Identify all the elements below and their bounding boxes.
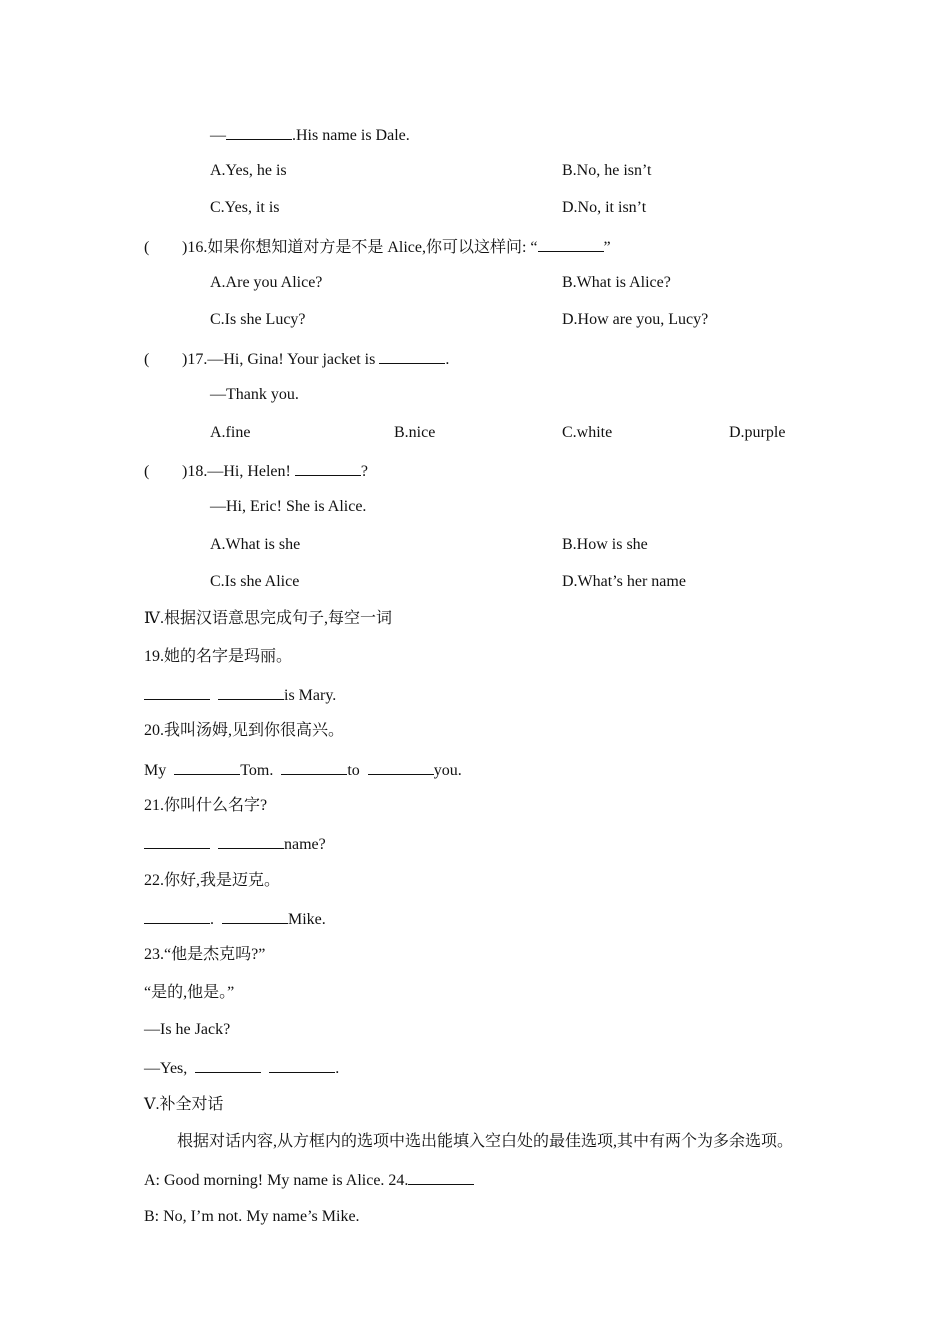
- q21-answer-line: name?: [144, 833, 326, 855]
- section-5-instruction: 根据对话内容,从方框内的选项中选出能填入空白处的最佳选项,其中有两个为多余选项。: [177, 1133, 794, 1150]
- q16-option-a: A.Are you Alice?: [210, 274, 323, 291]
- q18-option-a: A.What is she: [210, 536, 301, 553]
- q15-option-d: D.No, it isn’t: [562, 199, 647, 216]
- q16-option-d: D.How are you, Lucy?: [562, 311, 709, 328]
- q17-option-d: D.purple: [729, 424, 786, 441]
- q22-answer-line: . Mike.: [144, 908, 326, 930]
- answer-blank[interactable]: [195, 1057, 261, 1073]
- answer-blank[interactable]: [281, 759, 347, 775]
- q19-chinese: 19.她的名字是玛丽。: [144, 648, 293, 665]
- answer-blank[interactable]: [174, 759, 240, 775]
- q16-option-b: B.What is Alice?: [562, 274, 671, 291]
- q23-english-question: —Is he Jack?: [144, 1021, 231, 1038]
- q17-option-a: A.fine: [210, 424, 251, 441]
- q21-chinese: 21.你叫什么名字?: [144, 797, 268, 814]
- q15-option-c: C.Yes, it is: [210, 199, 280, 216]
- answer-blank[interactable]: [218, 684, 284, 700]
- q20-answer-line: My Tom. to you.: [144, 759, 462, 781]
- answer-blank[interactable]: [269, 1057, 335, 1073]
- q18-option-d: D.What’s her name: [562, 573, 686, 590]
- answer-blank[interactable]: [222, 908, 288, 924]
- answer-blank[interactable]: [368, 759, 434, 775]
- dialogue-line-a: A: Good morning! My name is Alice. 24.: [144, 1169, 474, 1191]
- answer-blank[interactable]: [379, 348, 445, 364]
- q18-option-c: C.Is she Alice: [210, 573, 300, 590]
- answer-blank[interactable]: [144, 833, 210, 849]
- answer-blank[interactable]: [408, 1169, 474, 1185]
- answer-blank[interactable]: [218, 833, 284, 849]
- q16-stem: ( )16.如果你想知道对方是不是 Alice,你可以这样问: “ ”: [144, 236, 611, 258]
- q18-stem: ( )18.—Hi, Helen! ?: [144, 460, 368, 482]
- answer-blank[interactable]: [295, 460, 361, 476]
- section-4-title: Ⅳ.根据汉语意思完成句子,每空一词: [144, 610, 392, 627]
- q17-option-b: B.nice: [394, 424, 436, 441]
- q17-reply: —Thank you.: [210, 386, 299, 403]
- answer-blank[interactable]: [144, 908, 210, 924]
- answer-blank[interactable]: [226, 124, 292, 140]
- q15-option-a: A.Yes, he is: [210, 162, 287, 179]
- q17-option-c: C.white: [562, 424, 613, 441]
- q23-chinese-question: 23.“他是杰克吗?”: [144, 946, 266, 963]
- q22-chinese: 22.你好,我是迈克。: [144, 872, 281, 889]
- answer-blank[interactable]: [144, 684, 210, 700]
- q17-stem: ( )17.—Hi, Gina! Your jacket is .: [144, 348, 449, 370]
- q19-answer-line: is Mary.: [144, 684, 336, 706]
- q23-answer-line: —Yes, .: [144, 1057, 339, 1079]
- q20-chinese: 20.我叫汤姆,见到你很高兴。: [144, 722, 345, 739]
- section-5-title: Ⅴ.补全对话: [144, 1096, 224, 1113]
- q23-chinese-answer: “是的,他是。”: [144, 984, 235, 1001]
- q18-option-b: B.How is she: [562, 536, 648, 553]
- q15-prompt: — .His name is Dale.: [210, 124, 410, 146]
- q18-reply: —Hi, Eric! She is Alice.: [210, 498, 367, 515]
- q15-option-b: B.No, he isn’t: [562, 162, 652, 179]
- answer-blank[interactable]: [538, 236, 604, 252]
- q16-option-c: C.Is she Lucy?: [210, 311, 306, 328]
- dialogue-line-b: B: No, I’m not. My name’s Mike.: [144, 1208, 360, 1225]
